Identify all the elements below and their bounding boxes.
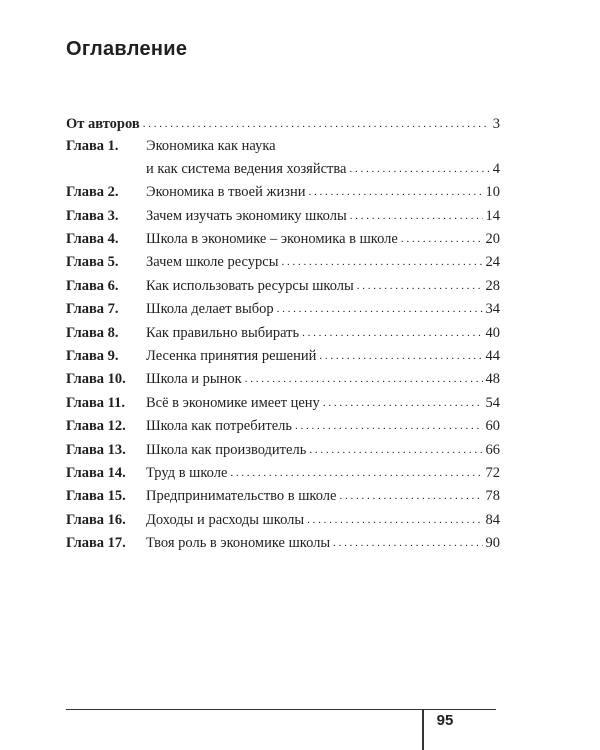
toc-page-number: 4 [492,160,500,177]
dot-leader [302,324,482,341]
toc-entry-chapter-1[interactable] [66,138,500,161]
toc-authors-label: От авторов [66,116,140,132]
toc-chapter-label: Глава 12. [66,418,126,435]
toc-chapter-label: Глава 3. [66,207,119,224]
toc-chapter-title: Как правильно выбирать [146,324,300,341]
dot-leader [319,347,482,364]
table-of-contents [66,116,500,559]
toc-chapter-label: Глава 6. [66,277,119,294]
toc-chapter-title: Экономика в твоей жизни [146,184,306,201]
toc-entry-chapter-14[interactable] [66,465,500,488]
dot-leader [309,183,483,200]
toc-entry-chapter-10[interactable] [66,371,500,394]
toc-chapter-title-line1: Экономика как наука [146,137,276,154]
toc-page-number: 72 [485,464,500,481]
toc-entry-chapter-9[interactable] [66,348,500,371]
dot-leader [230,464,482,481]
toc-entry-authors[interactable] [66,116,500,138]
dot-leader [350,207,483,224]
toc-chapter-title: Предпринимательство в школе [146,488,337,505]
dot-leader [245,370,483,387]
toc-page-number: 20 [485,231,500,248]
toc-chapter-label: Глава 9. [66,348,119,365]
toc-chapter-title: Школа делает выбор [146,301,274,318]
toc-entry-chapter-16[interactable] [66,512,500,535]
toc-chapter-label: Глава 7. [66,301,119,318]
dot-leader [349,160,489,177]
dot-leader [295,417,483,434]
dot-leader [143,115,490,132]
page-number: 95 [436,712,454,729]
dot-leader [357,277,483,294]
toc-page-number: 48 [485,371,500,388]
toc-entry-chapter-7[interactable] [66,301,500,324]
toc-chapter-label: Глава 2. [66,184,119,201]
toc-chapter-label: Глава 16. [66,511,126,528]
toc-page-number: 28 [485,277,500,294]
toc-page-number: 78 [485,488,500,505]
toc-entry-chapter-13[interactable] [66,442,500,465]
toc-page-number: 3 [492,116,500,132]
toc-chapter-title: Всё в экономике имеет цену [146,394,320,411]
toc-chapter-title: Школа как производитель [146,441,307,458]
toc-chapter-title: Доходы и расходы школы [146,511,305,528]
toc-entry-chapter-11[interactable] [66,395,500,418]
toc-chapter-title: Труд в школе [146,464,228,481]
toc-chapter-label: Глава 15. [66,488,126,505]
dot-leader [277,300,483,317]
toc-chapter-title: Школа и рынок [146,371,242,388]
dot-leader [333,534,482,551]
toc-page-number: 34 [485,301,500,318]
toc-entry-chapter-6[interactable] [66,278,500,301]
toc-page-number: 66 [485,441,500,458]
dot-leader [309,441,482,458]
toc-chapter-label: Глава 17. [66,535,126,552]
toc-chapter-title: Зачем школе ресурсы [146,254,279,271]
toc-entry-chapter-3[interactable] [66,208,500,231]
page-title: Оглавление [66,38,188,60]
toc-page-number: 90 [485,535,500,552]
dot-leader [307,511,482,528]
toc-page-number: 84 [485,511,500,528]
toc-chapter-label: Глава 5. [66,254,119,271]
toc-page-number: 14 [485,207,500,224]
toc-page-number: 54 [485,394,500,411]
toc-page-number: 44 [485,348,500,365]
toc-page-number: 10 [485,184,500,201]
toc-chapter-label: Глава 4. [66,231,119,248]
dot-leader [339,487,482,504]
toc-chapter-label: Глава 14. [66,464,126,481]
toc-entry-chapter-8[interactable] [66,325,500,348]
toc-entry-chapter-4[interactable] [66,231,500,254]
toc-chapter-title: Зачем изучать экономику школы [146,207,347,224]
toc-page-number: 40 [485,324,500,341]
dot-leader [323,394,483,411]
toc-entry-chapter-15[interactable] [66,488,500,511]
toc-chapter-label: Глава 1. [66,137,119,154]
toc-chapter-title: Как использовать ресурсы школы [146,277,354,294]
toc-entry-chapter-17[interactable] [66,535,500,558]
toc-chapter-label: Глава 8. [66,324,119,341]
toc-entry-chapter-12[interactable] [66,418,500,441]
toc-chapter-label: Глава 13. [66,441,126,458]
toc-chapter-title: Школа как потребитель [146,418,292,435]
toc-chapter-label: Глава 11. [66,394,126,411]
toc-chapter-title: Лесенка принятия решений [146,348,317,365]
toc-entry-chapter-1-cont[interactable] [66,161,500,184]
dot-leader [401,230,483,247]
toc-chapter-title: Школа в экономике – экономика в школе [146,231,398,248]
dot-leader [281,253,482,270]
toc-chapter-title-line2: и как система ведения хозяйства [146,160,347,177]
toc-page-number: 24 [485,254,500,271]
toc-chapter-label: Глава 10. [66,371,126,388]
toc-entry-chapter-2[interactable] [66,184,500,207]
toc-entry-chapter-5[interactable] [66,254,500,277]
toc-page-number: 60 [485,418,500,435]
toc-chapter-title: Твоя роль в экономике школы [146,535,331,552]
